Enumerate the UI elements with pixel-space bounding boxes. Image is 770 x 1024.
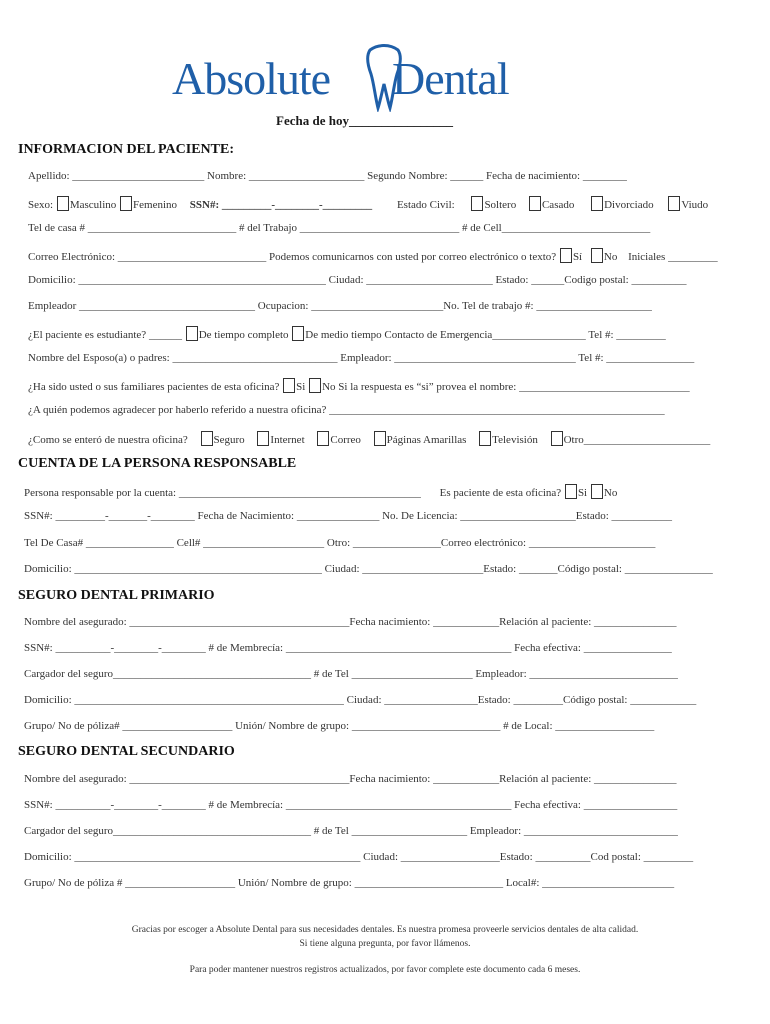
widowed-checkbox[interactable]	[668, 196, 680, 211]
primary-carrier-row[interactable]: Cargador del seguro____________________________________ # de Tel ______________________ Empleador: ___________________________	[24, 668, 678, 680]
contact-yes-label: Sí	[572, 251, 583, 263]
responsible-patient-label: Es paciente de esta oficina?	[439, 487, 562, 499]
sex-label: Sexo:	[28, 199, 54, 211]
yellow-pages-label: Páginas Amarillas	[386, 434, 467, 446]
date-today-field[interactable]: Fecha de hoy________________	[276, 113, 453, 128]
contact-no-label: No	[603, 251, 618, 263]
insurance-checkbox[interactable]	[201, 431, 213, 446]
email-field[interactable]: Correo Electrónico: ___________________________ Podemos comunicarnos con usted por correo electrónico o texto?	[28, 251, 557, 263]
internet-checkbox[interactable]	[257, 431, 269, 446]
source-label: ¿Como se enteró de nuestra oficina?	[28, 434, 188, 446]
absolute-dental-logo	[172, 44, 562, 114]
responsible-address-row[interactable]: Domicilio: _____________________________________________ Ciudad: ______________________Estado: _______Código postal: ________________	[24, 563, 713, 575]
ssn-field[interactable]: SSN#: _________-________-_________	[189, 199, 373, 211]
widowed-label: Viudo	[681, 199, 709, 211]
primary-address-row[interactable]: Domicilio: _________________________________________________ Ciudad: _________________Estado: _________Código postal: ____________	[24, 694, 697, 706]
prior-name-field[interactable]: No Si la respuesta es “si” provea el nombre: _______________________________	[322, 381, 690, 393]
responsible-name-field[interactable]: Persona responsable por la cuenta: ____________________________________________	[24, 487, 421, 499]
television-label: Televisión	[492, 434, 538, 446]
secondary-insured-row[interactable]: Nombre del asegurado: ________________________________________Fecha nacimiento: ____________Relación al paciente: _______________	[24, 773, 677, 785]
emergency-contact-field[interactable]: De medio tiempo Contacto de Emergencia_________________ Tel #: _________	[305, 329, 666, 341]
patient-email-row	[28, 248, 718, 263]
initials-field[interactable]: Iniciales _________	[628, 251, 718, 263]
married-label: Casado	[541, 199, 575, 211]
single-checkbox[interactable]	[471, 196, 483, 211]
responsible-yes-label: Si	[577, 487, 588, 499]
section-primary-title: SEGURO DENTAL PRIMARIO	[18, 588, 215, 603]
married-checkbox[interactable]	[529, 196, 541, 211]
contact-no-checkbox[interactable]	[591, 248, 603, 263]
single-label: Soltero	[484, 199, 517, 211]
patient-prior-row	[28, 378, 690, 393]
responsible-name-row	[24, 484, 617, 499]
footer-questions: Si tiene alguna pregunta, por favor llámenos.	[299, 939, 471, 949]
secondary-carrier-row[interactable]: Cargador del seguro____________________________________ # de Tel _____________________ Empleador: ____________________________	[24, 825, 678, 837]
divorced-checkbox[interactable]	[591, 196, 603, 211]
student-field[interactable]: ¿El paciente es estudiante? ______	[28, 329, 182, 341]
patient-student-row	[28, 326, 666, 341]
patient-spouse-row[interactable]: Nombre del Esposo(a) o padres: ______________________________ Empleador: _________________________________ Tel #: ________________	[28, 352, 695, 364]
insurance-label: Seguro	[213, 434, 245, 446]
secondary-ssn-row[interactable]: SSN#: __________-________-________ # de Membrecía: _________________________________________ Fecha efectiva: _________________	[24, 799, 678, 811]
female-label: Femenino	[133, 199, 178, 211]
footer-update-note: Para poder mantener nuestros registros actualizados, por favor complete este documento cada 6 meses.	[189, 965, 581, 975]
female-checkbox[interactable]	[120, 196, 132, 211]
mail-label: Correo	[330, 434, 361, 446]
full-time-checkbox[interactable]	[186, 326, 198, 341]
primary-ssn-row[interactable]: SSN#: __________-________-________ # de Membrecía: _________________________________________ Fecha efectiva: ________________	[24, 642, 672, 654]
patient-phones-row[interactable]: Tel de casa # ___________________________ # del Trabajo _____________________________ # de Cell___________________________	[28, 222, 651, 234]
patient-address-row[interactable]: Domicilio: _____________________________________________ Ciudad: _______________________ Estado: ______Codigo postal: __________	[28, 274, 687, 286]
yellow-pages-checkbox[interactable]	[374, 431, 386, 446]
part-time-checkbox[interactable]	[292, 326, 304, 341]
logo-word-absolute: Absolute	[172, 53, 331, 104]
patient-employer-row[interactable]: Empleador ________________________________ Ocupacion: ________________________No. Tel de trabajo #: _____________________	[28, 300, 652, 312]
internet-label: Internet	[270, 434, 305, 446]
section-responsible-title: CUENTA DE LA PERSONA RESPONSABLE	[18, 456, 297, 471]
patient-source-row	[28, 431, 710, 446]
other-checkbox[interactable]	[551, 431, 563, 446]
patient-referral-row[interactable]: ¿A quién podemos agradecer por haberlo referido a nuestra oficina? _____________________________________________________________	[28, 404, 665, 416]
secondary-group-row[interactable]: Grupo/ No de póliza # ____________________ Unión/ Nombre de grupo: ___________________________ Local#: ________________________	[24, 877, 675, 889]
section-patient-title: INFORMACION DEL PACIENTE:	[18, 142, 234, 157]
male-label: Masculino	[69, 199, 117, 211]
patient-name-row[interactable]: Apellido: ________________________ Nombre: _____________________ Segundo Nombre: ______ Fecha de nacimiento: ________	[28, 170, 627, 182]
footer-thanks: Gracias por escoger a Absolute Dental para sus necesidades dentales. Es nuestra promesa proveerle servicios dentales de alta calidad.	[131, 925, 639, 935]
mail-checkbox[interactable]	[317, 431, 329, 446]
secondary-address-row[interactable]: Domicilio: ____________________________________________________ Ciudad: __________________Estado: __________Cod postal: _________	[24, 851, 694, 863]
prior-yes-checkbox[interactable]	[283, 378, 295, 393]
responsible-no-label: No	[603, 487, 618, 499]
responsible-no-checkbox[interactable]	[591, 484, 603, 499]
divorced-label: Divorciado	[604, 199, 654, 211]
section-secondary-title: SEGURO DENTAL SECUNDARIO	[18, 744, 235, 759]
prior-yes-label: Si	[296, 381, 306, 393]
full-time-label: De tiempo completo	[198, 329, 289, 341]
responsible-yes-checkbox[interactable]	[565, 484, 577, 499]
logo-word-dental: Dental	[392, 53, 509, 104]
responsible-phones-row[interactable]: Tel De Casa# ________________ Cell# ______________________ Otro: ________________Correo electrónico: _______________________	[24, 537, 656, 549]
other-field[interactable]: Otro_______________________	[563, 434, 711, 446]
patient-sex-row	[28, 196, 708, 211]
television-checkbox[interactable]	[479, 431, 491, 446]
prior-patient-label: ¿Ha sido usted o sus familiares pacientes de esta oficina?	[28, 381, 280, 393]
primary-group-row[interactable]: Grupo/ No de póliza# ____________________ Unión/ Nombre de grupo: ___________________________ # de Local: __________________	[24, 720, 655, 732]
responsible-ssn-row[interactable]: SSN#: _________-_______-________ Fecha de Nacimiento: _______________ No. De Licencia: _____________________Estado: ___________	[24, 510, 673, 522]
prior-no-checkbox[interactable]	[309, 378, 321, 393]
primary-insured-row[interactable]: Nombre del asegurado: ________________________________________Fecha nacimiento: ____________Relación al paciente: _______________	[24, 616, 677, 628]
civil-status-label: Estado Civil:	[396, 199, 455, 211]
contact-yes-checkbox[interactable]	[560, 248, 572, 263]
male-checkbox[interactable]	[57, 196, 69, 211]
